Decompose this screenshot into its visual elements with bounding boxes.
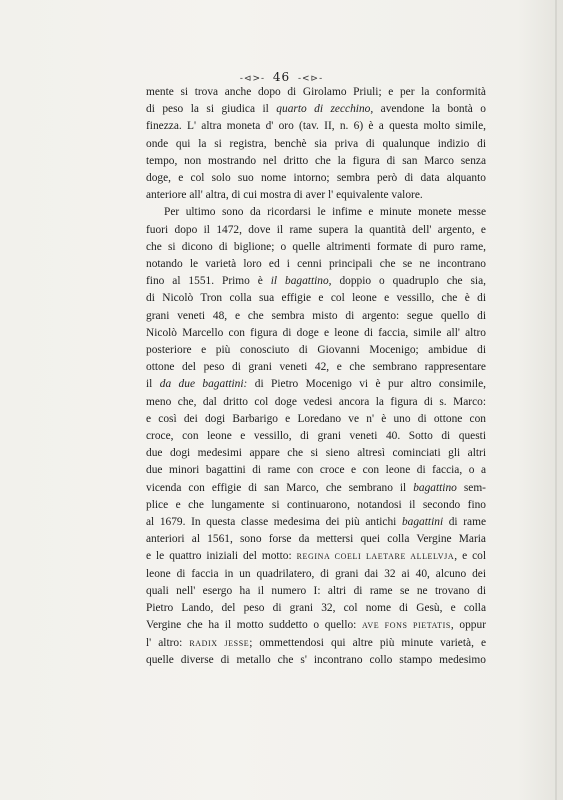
text-run: di Nicolò Tron colla sua effigie e col leone e vessillo, che è di (146, 292, 486, 305)
text-line (146, 222, 486, 239)
text-run: quali nell' esergo ha il numero I: altri di rame se ne trovano di (146, 584, 486, 597)
text-line (146, 497, 486, 514)
text-line (146, 652, 486, 669)
text-line (146, 325, 486, 342)
text-line (146, 376, 486, 393)
text-run: due minori bagattini di rame con croce e con leone di faccia, o a (146, 464, 486, 477)
italic-term: bagattini (401, 516, 444, 529)
text-run: anteriore all' altra, di cui mostra di aver l' equivalente valore. (146, 189, 423, 202)
text-run: notando le varietà loro ed i cenni principali che se ne incontrano (146, 258, 486, 271)
text-line (146, 187, 486, 204)
text-run: doge, e col solo suo nome intorno; sembra però di data alquanto (146, 172, 486, 185)
text-line (146, 359, 486, 376)
text-run: ottone del peso di grani veneti 42, e che sembrano rappresentare (146, 361, 486, 374)
text-line (146, 514, 486, 531)
text-line (146, 480, 486, 497)
text-run: di peso la si giudica il (146, 103, 277, 116)
text-run: onde qui la si registra, benchè sia priva di qualunque indizio di (146, 137, 486, 150)
motto-inscription: REGINA COELI LAETARE ALLELVJA (296, 552, 455, 562)
text-line (146, 600, 486, 617)
text-line (146, 256, 486, 273)
ornament-left: -⊲>- (239, 74, 266, 84)
text-run: Nicolò Marcello con figura di doge e leone di faccia, simile all' altro (146, 326, 486, 339)
text-run: e le quattro iniziali del motto: (146, 550, 297, 563)
text-run: grani veneti 48, e che sembra misto di argento: segue quello di (146, 309, 486, 322)
page-number: 46 (272, 70, 291, 84)
text-run: tempo, non mostrando nel dritto che la figura di san Marco senza (146, 154, 486, 167)
text-run: Vergine che ha il motto suddetto o quello: (146, 619, 363, 632)
text-run: Pietro Lando, del peso di grani 32, col nome di Gesù, e colla (146, 602, 486, 615)
text-run: fino al 1551. Primo è (146, 275, 271, 288)
text-run: e così dei dogi Barbarigo e Loredano ve n' è uno di ottone con (146, 412, 486, 425)
text-line (146, 394, 486, 411)
text-run: di rame (443, 516, 486, 529)
text-run: meno che, dal dritto col doge vedesi ancora la figura di s. Marco: (146, 395, 486, 408)
text-run: plice e che lungamente si continuarono, notandosi il secondo fino (146, 498, 486, 511)
text-run: croce, con leone e vessillo, di grani veneti 40. Sotto di questi (146, 430, 486, 443)
text-run: posteriore e più conosciuto di Giovanni Mocenigo; ambidue di (146, 344, 486, 357)
text-line (146, 118, 486, 135)
italic-term: il bagattino, (270, 275, 332, 288)
text-line (146, 342, 486, 359)
text-line (146, 101, 486, 118)
text-run: fuori dopo il 1472, dove il rame supera la quantità dell' argento, e (146, 223, 486, 236)
text-run: che si dicono di biglione; o quelle altrimenti formate di puro rame, (146, 240, 486, 253)
text-line (146, 273, 486, 290)
text-line (146, 204, 486, 221)
italic-term: bagattino (413, 481, 457, 494)
text-line (146, 566, 486, 583)
text-run: vicenda con effigie di san Marco, che sembrano il (146, 481, 414, 494)
text-line (146, 239, 486, 256)
text-line (146, 153, 486, 170)
text-run: anteriori al 1561, sono forse da mettersi quei colla Vergine Maria (146, 533, 486, 546)
text-run: , e col (454, 550, 487, 563)
text-run: leone di faccia in un quadrilatero, di grani dai 32 ai 40, alcuno dei (146, 567, 486, 580)
text-run: avendone la bontà o (373, 103, 486, 116)
text-run: finezza. L' altra moneta d' oro (tav. II, n. 6) è a questa molto simile, (146, 120, 486, 133)
text-line (146, 84, 486, 101)
text-run: quelle diverse di metallo che s' incontrano collo stampo medesimo (146, 653, 486, 666)
text-line (146, 411, 486, 428)
text-run: sem- (456, 481, 486, 494)
text-line (146, 583, 486, 600)
italic-term: quarto di zecchino, (276, 103, 374, 116)
text-line (146, 548, 486, 565)
text-line (146, 531, 486, 548)
text-line (146, 170, 486, 187)
italic-term: da due bagattini: (159, 378, 248, 391)
text-line (146, 290, 486, 307)
text-line (146, 308, 486, 325)
motto-inscription: RADIX JESSE (189, 638, 250, 648)
text-line (146, 617, 486, 634)
page-edge (555, 0, 557, 800)
ornament-right: -<⊳- (297, 74, 324, 84)
text-line (146, 445, 486, 462)
page-header (0, 70, 563, 84)
text-line (146, 635, 486, 652)
text-run: Per ultimo sono da ricordarsi le infime e minute monete messe (164, 206, 486, 219)
text-run: il (146, 378, 160, 391)
text-run: l' altro: (146, 636, 190, 649)
text-line (146, 428, 486, 445)
text-run: due dogi medesimi appare che si sieno altresì cominciati gli altri (146, 447, 486, 460)
body-text (146, 84, 486, 669)
motto-inscription: AVE FONS PIETATIS (362, 621, 451, 631)
text-run: mente si trova anche dopo di Girolamo Priuli; e per la conformità (146, 86, 486, 98)
text-line (146, 462, 486, 479)
text-run: , oppur (450, 619, 486, 632)
text-run: doppio o quadruplo che sia, (331, 275, 486, 288)
text-line (146, 136, 486, 153)
text-run: ; ommettendosi qui altre più minute varietà, e (249, 636, 487, 649)
text-run: di Pietro Mocenigo vi è pur altro consimile, (247, 378, 486, 391)
text-run: al 1679. In questa classe medesima dei più antichi (146, 516, 402, 529)
